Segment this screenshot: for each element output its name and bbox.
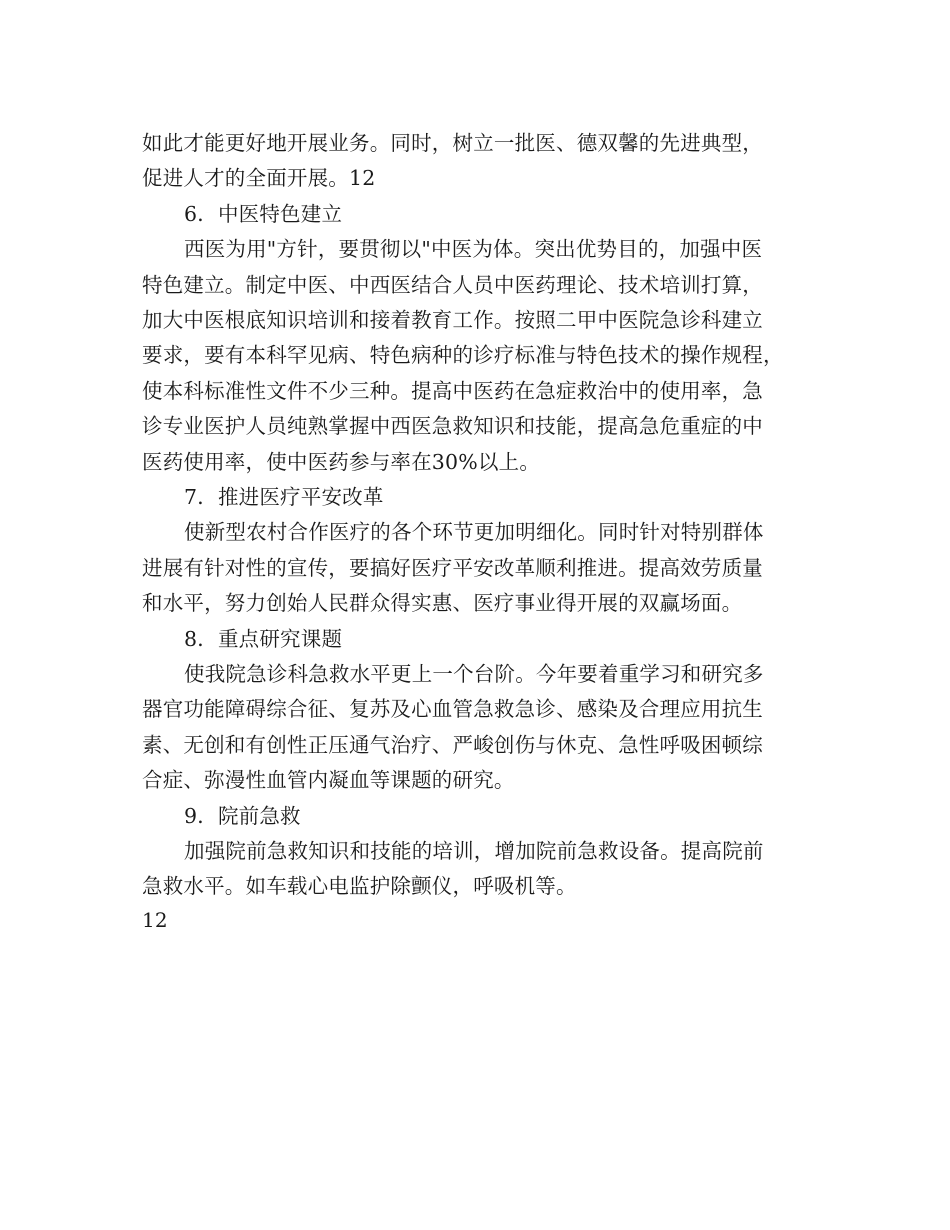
text-line: 素、无创和有创性正压通气治疗、严峻创伤与休克、急性呼吸困顿综 — [142, 732, 763, 757]
text-line: 要求，要有本科罕见病、特色病种的诊疗标准与特色技术的操作规程， — [142, 343, 784, 368]
text-line: 使本科标准性文件不少三种。提高中医药在急症救治中的使用率，急 — [142, 378, 763, 403]
text-line: 急救水平。如车载心电监护除颤仪，呼吸机等。 — [142, 874, 577, 899]
text-line: 8．重点研究课题 — [184, 626, 343, 651]
text-line: 诊专业医护人员纯熟掌握中西医急救知识和技能，提高急危重症的中 — [142, 414, 763, 439]
text-line: 西医为用"方针，要贯彻以"中医为体。突出优势目的，加强中医 — [184, 237, 763, 262]
text-line: 合症、弥漫性血管内凝血等课题的研究。 — [142, 768, 515, 793]
text-line: 7．推进医疗平安改革 — [184, 485, 384, 509]
text-line: 加强院前急救知识和技能的培训，增加院前急救设备。提高院前 — [184, 839, 764, 863]
text-line: 如此才能更好地开展业务。同时，树立一批医、德双馨的先进典型， — [142, 131, 763, 155]
text-line: 使新型农村合作医疗的各个环节更加明细化。同时针对特别群体 — [184, 520, 764, 545]
text-line: 特色建立。制定中医、中西医结合人员中医药理论、技术培训打算， — [142, 272, 763, 297]
text-line: 使我院急诊科急救水平更上一个台阶。今年要着重学习和研究多 — [184, 662, 764, 686]
text-line: 进展有针对性的宣传，要搞好医疗平安改革顺利推进。提高效劳质量 — [142, 555, 763, 580]
text-line: 6．中医特色建立 — [184, 201, 343, 226]
text-line: 9．院前急救 — [184, 803, 301, 828]
text-line: 医药使用率，使中医药参与率在30%以上。 — [142, 449, 541, 474]
text-line: 和水平，努力创始人民群众得实惠、医疗事业得开展的双赢场面。 — [142, 591, 743, 616]
text-line: 加大中医根底知识培训和接着教育工作。按照二甲中医院急诊科建立 — [142, 308, 763, 332]
text-line: 促进人才的全面开展。12 — [142, 166, 376, 191]
text-line: 器官功能障碍综合征、复苏及心血管急救急诊、感染及合理应用抗生 — [142, 697, 763, 722]
page-number: 12 — [142, 908, 168, 932]
